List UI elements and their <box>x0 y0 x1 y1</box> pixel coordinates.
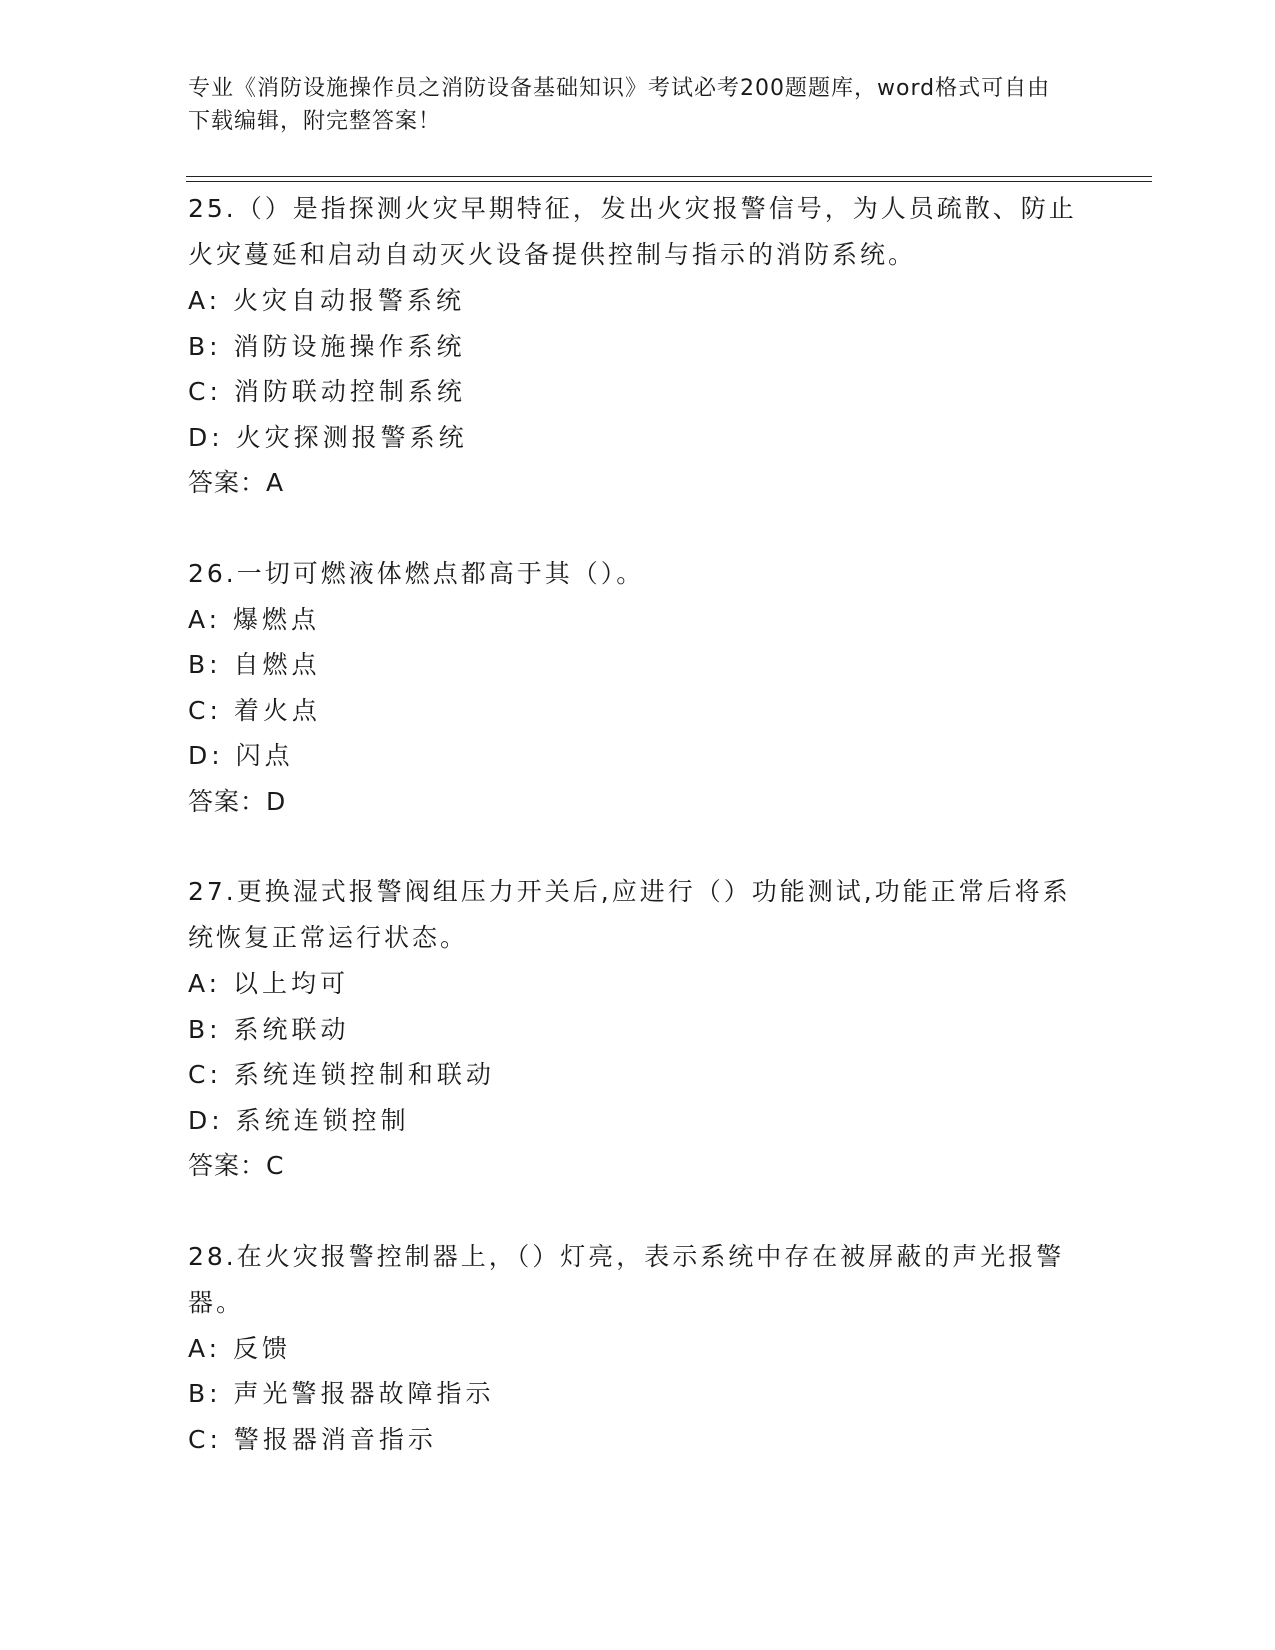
option-d: D: 火灾探测报警系统 <box>188 422 468 452</box>
option-a: A: 爆燃点 <box>188 604 321 634</box>
answer-line: 答案：A <box>188 468 285 497</box>
option-b: B: 声光警报器故障指示 <box>188 1379 495 1408</box>
option-a: A: 以上均可 <box>188 969 350 998</box>
option-b: B: 系统联动 <box>188 1014 350 1044</box>
answer-line: 答案：C <box>188 1151 285 1180</box>
question-27 <box>188 869 1088 1189</box>
header-divider <box>186 176 1152 182</box>
question-list <box>188 186 1088 1507</box>
question-28 <box>188 1234 1088 1463</box>
option-b: B: 自燃点 <box>188 650 321 679</box>
option-d: D: 闪点 <box>188 741 294 770</box>
answer-line: 答案：D <box>188 786 287 816</box>
question-25 <box>188 186 1088 506</box>
option-b: B: 消防设施操作系统 <box>188 331 466 361</box>
option-a: A: 火灾自动报警系统 <box>188 286 466 315</box>
question-stem: 28.在火灾报警控制器上，（）灯亮，表示系统中存在被屏蔽的声光报警器。 <box>188 1241 1065 1317</box>
question-stem: 25.（）是指探测火灾早期特征，发出火灾报警信号，为人员疏散、防止火灾蔓延和启动自动灭火设备提供控制与指示的消防系统。 <box>188 194 1077 269</box>
option-c: C: 系统连锁控制和联动 <box>188 1060 495 1089</box>
option-a: A: 反馈 <box>188 1333 292 1363</box>
question-26 <box>188 551 1088 825</box>
option-d: D: 系统连锁控制 <box>188 1105 410 1135</box>
option-c: C: 消防联动控制系统 <box>188 377 466 406</box>
option-c: C: 警报器消音指示 <box>188 1424 437 1454</box>
option-c: C: 着火点 <box>188 695 321 725</box>
question-stem: 27.更换湿式报警阀组压力开关后,应进行（）功能测试,功能正常后将系统恢复正常运行状态。 <box>188 877 1071 952</box>
document-header: 专业《消防设施操作员之消防设备基础知识》考试必考200题题库，word格式可自由下载编辑，附完整答案！ <box>188 76 1051 134</box>
question-stem: 26.一切可燃液体燃点都高于其（）。 <box>188 558 645 588</box>
